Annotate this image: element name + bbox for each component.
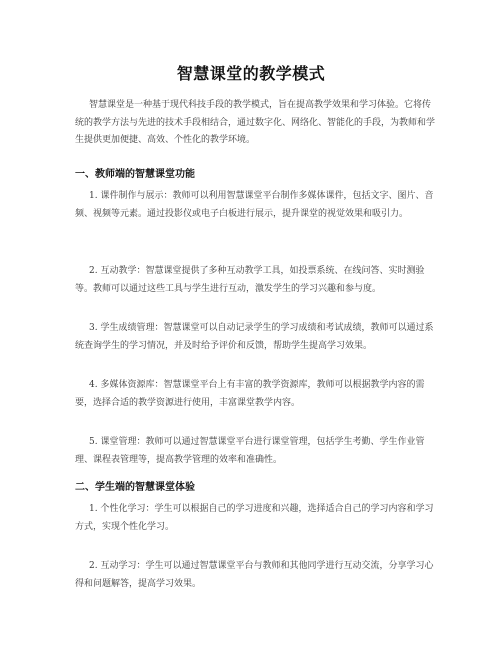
teacher-item-4: 4. 多媒体资源库：智慧课堂平台上有丰富的教学资源库，教师可以根据教学内容的需要，选择合适的教学资源进行使用，丰富课堂教学内容。 — [75, 380, 425, 408]
section-heading-student: 二、学生端的智慧课堂体验 — [75, 482, 195, 493]
teacher-item-5: 5. 课堂管理：教师可以通过智慧课堂平台进行课堂管理，包括学生考勤、学生作业管理、课程表管理等，提高教学管理的效率和准确性。 — [75, 437, 425, 465]
section-heading-teacher: 一、教师端的智慧课堂功能 — [75, 169, 195, 180]
teacher-item-1: 1. 课件制作与展示：教师可以利用智慧课堂平台制作多媒体课件，包括文字、图片、音频、视频等元素。通过投影仪或电子白板进行展示，提升课堂的视觉效果和吸引力。 — [75, 191, 434, 219]
teacher-item-2: 2. 互动教学：智慧课堂提供了多种互动教学工具，如投票系统、在线问答、实时测验等。教师可以通过这些工具与学生进行互动，激发学生的学习兴趣和参与度。 — [75, 266, 425, 294]
student-item-2: 2. 互动学习：学生可以通过智慧课堂平台与教师和其他同学进行互动交流，分享学习心得和问题解答，提高学习效果。 — [75, 561, 434, 589]
student-item-1: 1. 个性化学习：学生可以根据自己的学习进度和兴趣，选择适合自己的学习内容和学习方式，实现个性化学习。 — [75, 504, 434, 532]
intro-paragraph: 智慧课堂是一种基于现代科技手段的教学模式，旨在提高教学效果和学习体验。它将传统的教学方法与先进的技术手段相结合，通过数字化、网络化、智能化的手段，为教师和学生提供更加便捷、高效、个性化的教学环境。 — [75, 100, 436, 145]
teacher-item-3: 3. 学生成绩管理：智慧课堂可以自动记录学生的学习成绩和考试成绩，教师可以通过系统查询学生的学习情况，并及时给予评价和反馈，帮助学生提高学习效果。 — [75, 323, 434, 351]
document-title: 智慧课堂的教学模式 — [176, 64, 326, 83]
